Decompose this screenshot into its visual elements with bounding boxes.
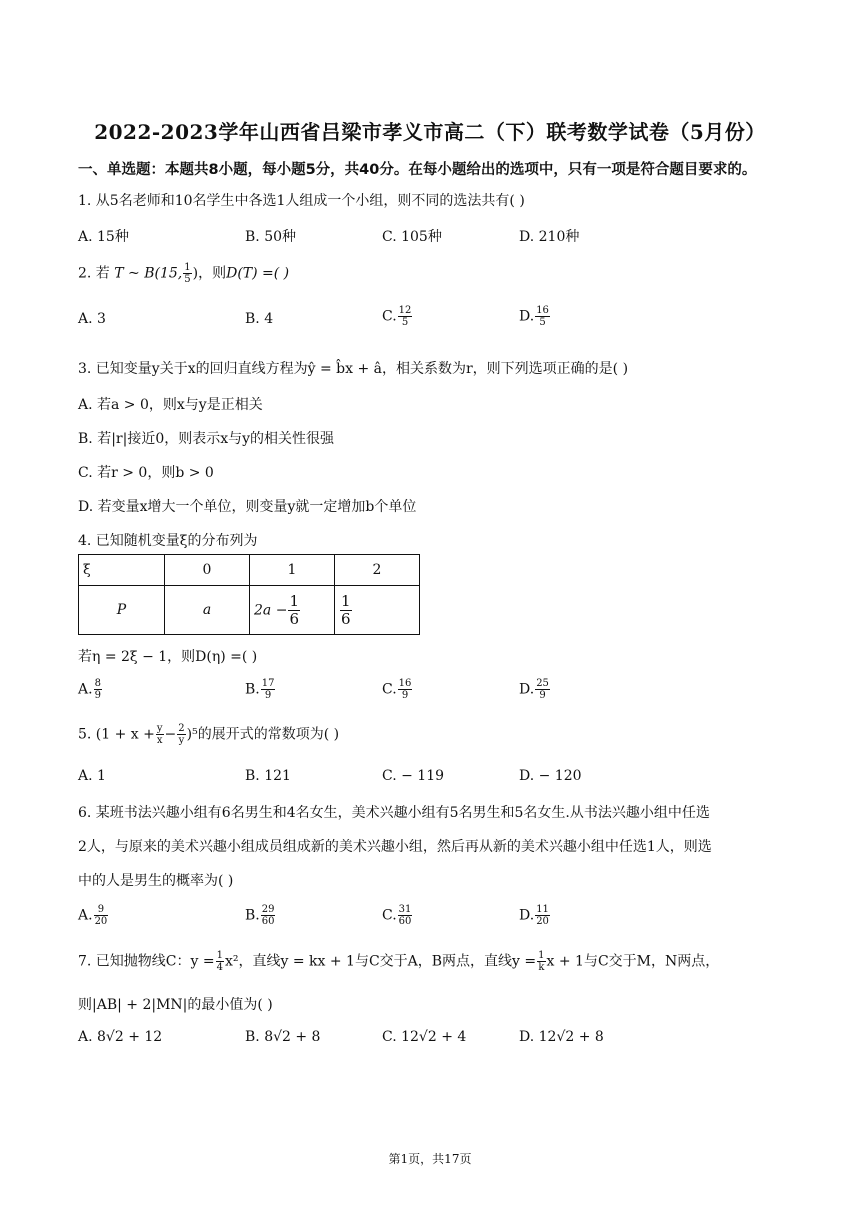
q4-option-a: A. $\frac{8}{9}$ bbox=[78, 678, 101, 701]
table-row-label: P bbox=[116, 602, 127, 618]
q2-prefix: 2. 若 bbox=[78, 265, 110, 282]
q6-option-d: D. $\frac{11}{20}$ bbox=[519, 904, 549, 927]
q7-option-c: C. 12√2 + 4 bbox=[382, 1029, 467, 1045]
q2-option-a: A. 3 bbox=[78, 311, 106, 327]
q6-option-a: A. $\frac{9}{20}$ bbox=[78, 904, 108, 927]
table-cell-2a: 2a − $\frac{1}{6}$ bbox=[250, 586, 335, 635]
q2-fraction: $\frac{1}{5}$ bbox=[184, 262, 191, 285]
question-7-line-2: 则|AB| + 2|MN|的最小值为( ) bbox=[78, 997, 273, 1013]
page-footer: 第1页，共17页 bbox=[388, 1152, 472, 1166]
q4-option-c: C. $\frac{16}{9}$ bbox=[382, 678, 412, 701]
question-7-line-1: 7. 已知抛物线C：y = $\frac{1}{4}$ x²，直线y = kx + 1与C交于A，B两点，直线y = $\frac{1}{k}$ x + 1与C交于M，N两点， bbox=[78, 950, 720, 973]
section-heading: 一、单选题：本题共8小题，每小题5分，共40分。在每小题给出的选项中，只有一项是符合题目要求的。 bbox=[78, 162, 757, 178]
table-header-1: 1 bbox=[250, 555, 335, 586]
question-1-stem: 1. 从5名老师和10名学生中各选1人组成一个小组，则不同的选法共有( ) bbox=[78, 193, 525, 209]
table-cell-sixth: $\frac{1}{6}$ bbox=[335, 586, 420, 635]
table-header-xi: ξ bbox=[79, 555, 165, 586]
q5-option-d: D. − 120 bbox=[519, 768, 582, 784]
question-5-stem: 5. (1 + x + $\frac{y}{x}$ − $\frac{2}{y}$ )⁵的展开式的常数项为( ) bbox=[78, 723, 340, 746]
q1-option-d: D. 210种 bbox=[519, 229, 580, 245]
question-6-line-1: 6. 某班书法兴趣小组有6名男生和4名女生，美术兴趣小组有5名男生和5名女生.从书法兴趣小组中任选 bbox=[78, 805, 710, 821]
page-title: 2022-2023学年山西省吕梁市孝义市高二（下）联考数学试卷（5月份） bbox=[94, 120, 766, 144]
q4-option-b: B. $\frac{17}{9}$ bbox=[245, 678, 275, 701]
q5-option-c: C. − 119 bbox=[382, 768, 445, 784]
table-header-0: 0 bbox=[165, 555, 250, 586]
q2-option-b: B. 4 bbox=[245, 311, 274, 327]
q3-option-c: C. 若r > 0，则b > 0 bbox=[78, 465, 214, 481]
question-3-stem: 3. 已知变量y关于x的回归直线方程为ŷ = b̂x + â，相关系数为r，则下列选项正确的是( ) bbox=[78, 361, 629, 377]
q2-option-c: C. $\frac{12}{5}$ bbox=[382, 305, 412, 328]
table-header-2: 2 bbox=[335, 555, 420, 586]
question-2-stem bbox=[78, 262, 289, 285]
q2-option-d: D. $\frac{16}{5}$ bbox=[519, 305, 549, 328]
q7-option-d: D. 12√2 + 8 bbox=[519, 1029, 604, 1045]
q5-option-a: A. 1 bbox=[78, 768, 106, 784]
q3-option-a: A. 若a > 0，则x与y是正相关 bbox=[78, 397, 263, 413]
q4-option-d: D. $\frac{25}{9}$ bbox=[519, 678, 549, 701]
q2-expr: T ~ B(15, bbox=[114, 265, 183, 282]
q1-option-a: A. 15种 bbox=[78, 229, 129, 245]
q4-after: 若η = 2ξ − 1，则D(η) =( ) bbox=[78, 649, 258, 665]
q6-option-c: C. $\frac{31}{60}$ bbox=[382, 904, 412, 927]
question-6-line-3: 中的人是男生的概率为( ) bbox=[78, 873, 234, 889]
distribution-table bbox=[78, 554, 420, 635]
q7-option-b: B. 8√2 + 8 bbox=[245, 1029, 321, 1045]
table-cell-a: a bbox=[202, 602, 212, 618]
q2-expr2: D(T) =( ) bbox=[226, 265, 290, 282]
q3-option-b: B. 若|r|接近0，则表示x与y的相关性很强 bbox=[78, 431, 335, 447]
q6-option-b: B. $\frac{29}{60}$ bbox=[245, 904, 275, 927]
q1-option-c: C. 105种 bbox=[382, 229, 442, 245]
q7-option-a: A. 8√2 + 12 bbox=[78, 1029, 163, 1045]
q5-option-b: B. 121 bbox=[245, 768, 291, 784]
question-4-stem: 4. 已知随机变量ξ的分布列为 bbox=[78, 533, 258, 549]
q1-option-b: B. 50种 bbox=[245, 229, 297, 245]
question-6-line-2: 2人，与原来的美术兴趣小组成员组成新的美术兴趣小组，然后再从新的美术兴趣小组中任选1人，则选 bbox=[78, 839, 712, 855]
q2-after: )，则 bbox=[192, 265, 227, 282]
q3-option-d: D. 若变量x增大一个单位，则变量y就一定增加b个单位 bbox=[78, 499, 417, 515]
